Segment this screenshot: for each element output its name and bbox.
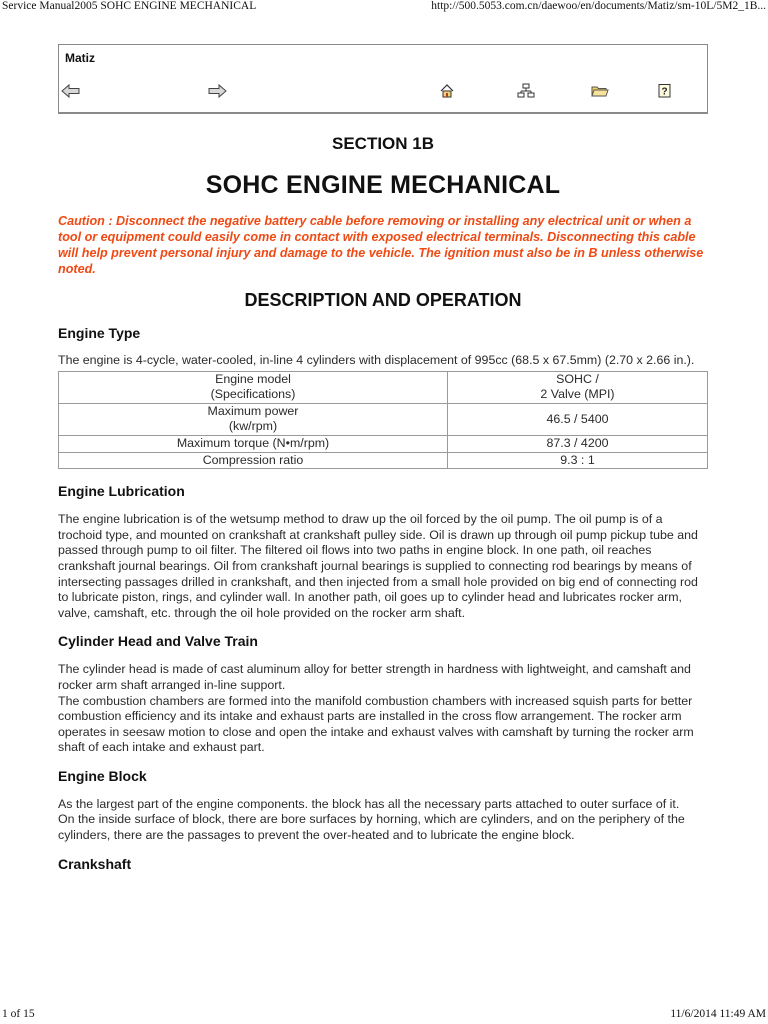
- back-arrow-icon[interactable]: [61, 83, 81, 101]
- print-datetime: 11/6/2014 11:49 AM: [670, 1008, 766, 1020]
- print-header-title: Service Manual2005 SOHC ENGINE MECHANICAL: [2, 0, 257, 12]
- engine-block-text-1: As the largest part of the engine components. the block has all the necessary parts attached to outer surface of it.: [58, 796, 680, 811]
- print-footer: [0, 1006, 768, 1024]
- engine-block-heading: Engine Block: [58, 767, 147, 784]
- engine-spec-table: [58, 371, 708, 470]
- spec-label: Maximum torque (N•m/rpm): [59, 435, 448, 452]
- sitemap-icon[interactable]: [517, 83, 537, 101]
- table-row: [59, 452, 708, 469]
- crankshaft-heading: Crankshaft: [58, 855, 132, 872]
- folder-icon[interactable]: [591, 83, 611, 101]
- svg-text:?: ?: [661, 86, 668, 98]
- page-title: SOHC ENGINE MECHANICAL: [205, 171, 561, 199]
- caution-note: Caution : Disconnect the negative battery cable before removing or installing any electrical unit or when a tool or equipment could easily come in contact with exposed electrical terminals. Disconnecting this cable will help prevent personal injury and damage to the vehicle. The ignition must also be in B unless otherwise noted.: [58, 214, 704, 276]
- forward-arrow-icon[interactable]: [207, 83, 227, 101]
- page-number: 1 of 15: [2, 1008, 35, 1020]
- spec-value: SOHC / 2 Valve (MPI): [448, 371, 708, 403]
- engine-lubrication-text: The engine lubrication is of the wetsump method to draw up the oil forced by the oil pump. The oil pump is of a trochoid type, and mounted on crankshaft at crankshaft pulley side. Oil is drawn up through oil pump pickup tube and passed through pump to oil filter. The filtered oil flows into two paths in engine block. In one path, oil reaches crankshaft journal bearings. Oil from crankshaft journal bearings is supplied to connecting rod bearings by means of intersecting passages drilled in crankshaft, and then injected from a small hole provided on big end of connecting rod to lubricate piston, rings, and cylinder wall. In another path, oil goes up to cylinder head and lubricates rocker arm, valve, camshaft, etc. through the oil hole provided on the rocker arm shaft.: [58, 512, 698, 620]
- spec-value: 46.5 / 5400: [448, 403, 708, 435]
- spec-label: Compression ratio: [59, 452, 448, 469]
- spec-value: 87.3 / 4200: [448, 435, 708, 452]
- spec-label: Engine model (Specifications): [59, 371, 448, 403]
- home-icon[interactable]: [439, 83, 459, 101]
- cylinder-head-text-2: The combustion chambers are formed into the manifold combustion chambers with increased squish parts for better combustion efficiency and its intake and exhaust parts are installed in the cross flow arrangement. The rocker arm operates in seesaw motion to close and open the intake and exhaust valves with camshaft by turning the rocker arm shaft of each intake and exhaust part.: [58, 693, 694, 755]
- print-header: [0, 0, 768, 16]
- print-header-url: http://500.5053.com.cn/daewoo/en/documents/Matiz/sm-10L/5M2_1B...: [431, 0, 766, 12]
- section-label: SECTION 1B: [331, 134, 435, 153]
- engine-lubrication-heading: Engine Lubrication: [58, 483, 185, 500]
- cylinder-head-text-1: The cylinder head is made of cast aluminum alloy for better strength in hardness with lightweight, and camshaft and rocker arm shaft arranged in-line support.: [58, 662, 691, 692]
- table-row: [59, 371, 708, 403]
- spec-label: Maximum power (kw/rpm): [59, 403, 448, 435]
- engine-block-text-2: On the inside surface of block, there are bore surfaces by horning, which are cylinders, and on the periphery of the cylinders, there are the passages to prevent the over-heated and to lubricate the engine block.: [58, 812, 685, 843]
- engine-type-heading: Engine Type: [58, 325, 141, 341]
- spec-value: 9.3 : 1: [448, 452, 708, 469]
- cylinder-head-heading: Cylinder Head and Valve Train: [58, 633, 258, 650]
- nav-title: Matiz: [65, 51, 95, 65]
- nav-bar: [58, 44, 708, 114]
- section-subtitle: DESCRIPTION AND OPERATION: [244, 290, 522, 310]
- manual-content: [58, 128, 708, 872]
- table-row: [59, 435, 708, 452]
- table-row: [59, 403, 708, 435]
- help-icon[interactable]: [657, 83, 677, 101]
- engine-type-text: The engine is 4-cycle, water-cooled, in-line 4 cylinders with displacement of 995cc (68.5 x 67.5mm) (2.70 x 2.66 in.).: [58, 353, 695, 367]
